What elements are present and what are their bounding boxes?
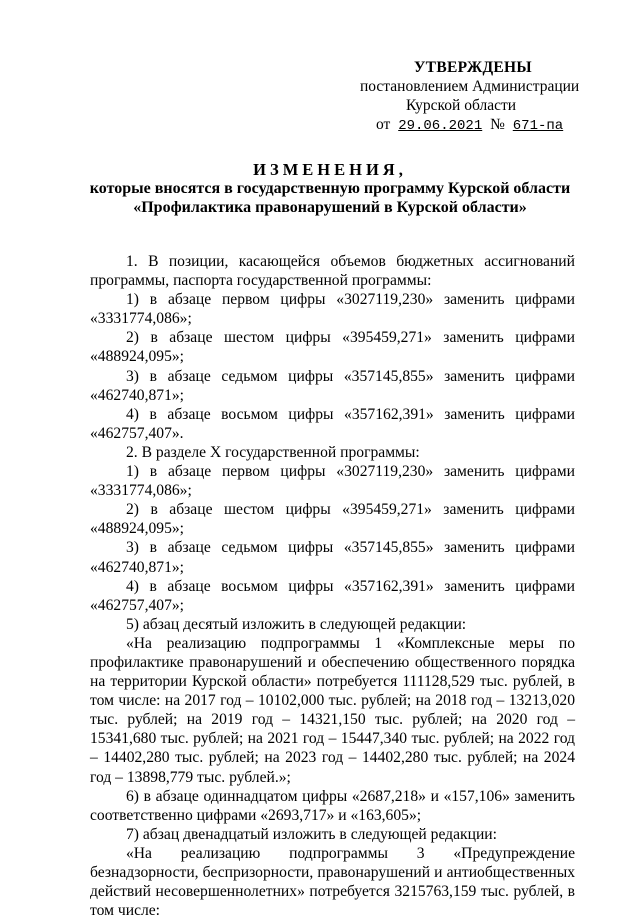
approval-title: УТВЕРЖДЕНЫ bbox=[414, 59, 532, 76]
approval-line-region: Курской области bbox=[406, 97, 517, 114]
paragraph: 6) в абзаце одиннадцатом цифры «2687,218» и «157,106» заменить соответственно цифрами «2693,717» и «163,605»; bbox=[90, 787, 575, 824]
number-prefix: № bbox=[490, 116, 505, 133]
paragraph: 2. В разделе X государственной программы: bbox=[126, 443, 420, 461]
approval-date: 29.06.2021 bbox=[398, 118, 483, 134]
approval-date-line bbox=[376, 115, 580, 136]
approval-line-authority: постановлением Администрации bbox=[360, 78, 580, 95]
paragraph: «На реализацию подпрограммы 1 «Комплексные меры по профилактике правонарушений и обеспечению общественного порядка на территории Курской области» потребуется 111128,529 тыс. рублей, в том числе: на 2017 год – 10102,000 тыс. рублей; на 2018 год – 13213,020 тыс. рублей; на 2019 год – 14321,150 тыс. рублей; на 2020 год – 15341,680 тыс. рублей; на 2021 год – 15447,340 тыс. рублей; на 2022 год – 14402,280 тыс. рублей; на 2023 год – 14402,280 тыс. рублей; на 2024 год – 13898,779 тыс. рублей.»; bbox=[90, 634, 575, 786]
paragraph: 4) в абзаце восьмом цифры «357162,391» заменить цифрами «462757,407»; bbox=[90, 577, 575, 614]
heading-program-name: «Профилактика правонарушений в Курской области» bbox=[133, 199, 527, 216]
paragraph: «На реализацию подпрограммы 3 «Предупреждение безнадзорности, беспризорности, правонарушений и антиобщественных действий несовершеннолетних» потребуется 3215763,159 тыс. рублей, в том числе: bbox=[90, 844, 575, 920]
paragraph: 3) в абзаце седьмом цифры «357145,855» заменить цифрами «462740,871»; bbox=[90, 539, 575, 576]
paragraph: 2) в абзаце шестом цифры «395459,271» заменить цифрами «488924,095»; bbox=[90, 329, 575, 366]
paragraph: 3) в абзаце седьмом цифры «357145,855» заменить цифрами «462740,871»; bbox=[90, 367, 575, 404]
paragraph: 4) в абзаце восьмом цифры «357162,391» заменить цифрами «462757,407». bbox=[90, 405, 575, 442]
paragraph: 1) в абзаце первом цифры «3027119,230» заменить цифрами «3331774,086»; bbox=[90, 463, 575, 500]
paragraph: 2) в абзаце шестом цифры «395459,271» заменить цифрами «488924,095»; bbox=[90, 501, 575, 538]
paragraph: 1. В позиции, касающейся объемов бюджетных ассигнований программы, паспорта государственной программы: bbox=[90, 253, 575, 290]
document-body bbox=[90, 252, 575, 920]
heading-title: ИЗМЕНЕНИЯ, bbox=[253, 160, 407, 179]
paragraph: 1) в абзаце первом цифры «3027119,230» заменить цифрами «3331774,086»; bbox=[90, 291, 575, 328]
approval-number: 671-па bbox=[512, 118, 564, 134]
paragraph: 5) абзац десятый изложить в следующей редакции: bbox=[126, 615, 467, 633]
approval-stamp bbox=[360, 58, 580, 136]
paragraph: 7) абзац двенадцатый изложить в следующей редакции: bbox=[126, 825, 497, 843]
date-prefix: от bbox=[376, 116, 391, 133]
document-heading bbox=[70, 160, 590, 217]
heading-subtitle: которые вносятся в государственную программу Курской области bbox=[89, 180, 571, 197]
